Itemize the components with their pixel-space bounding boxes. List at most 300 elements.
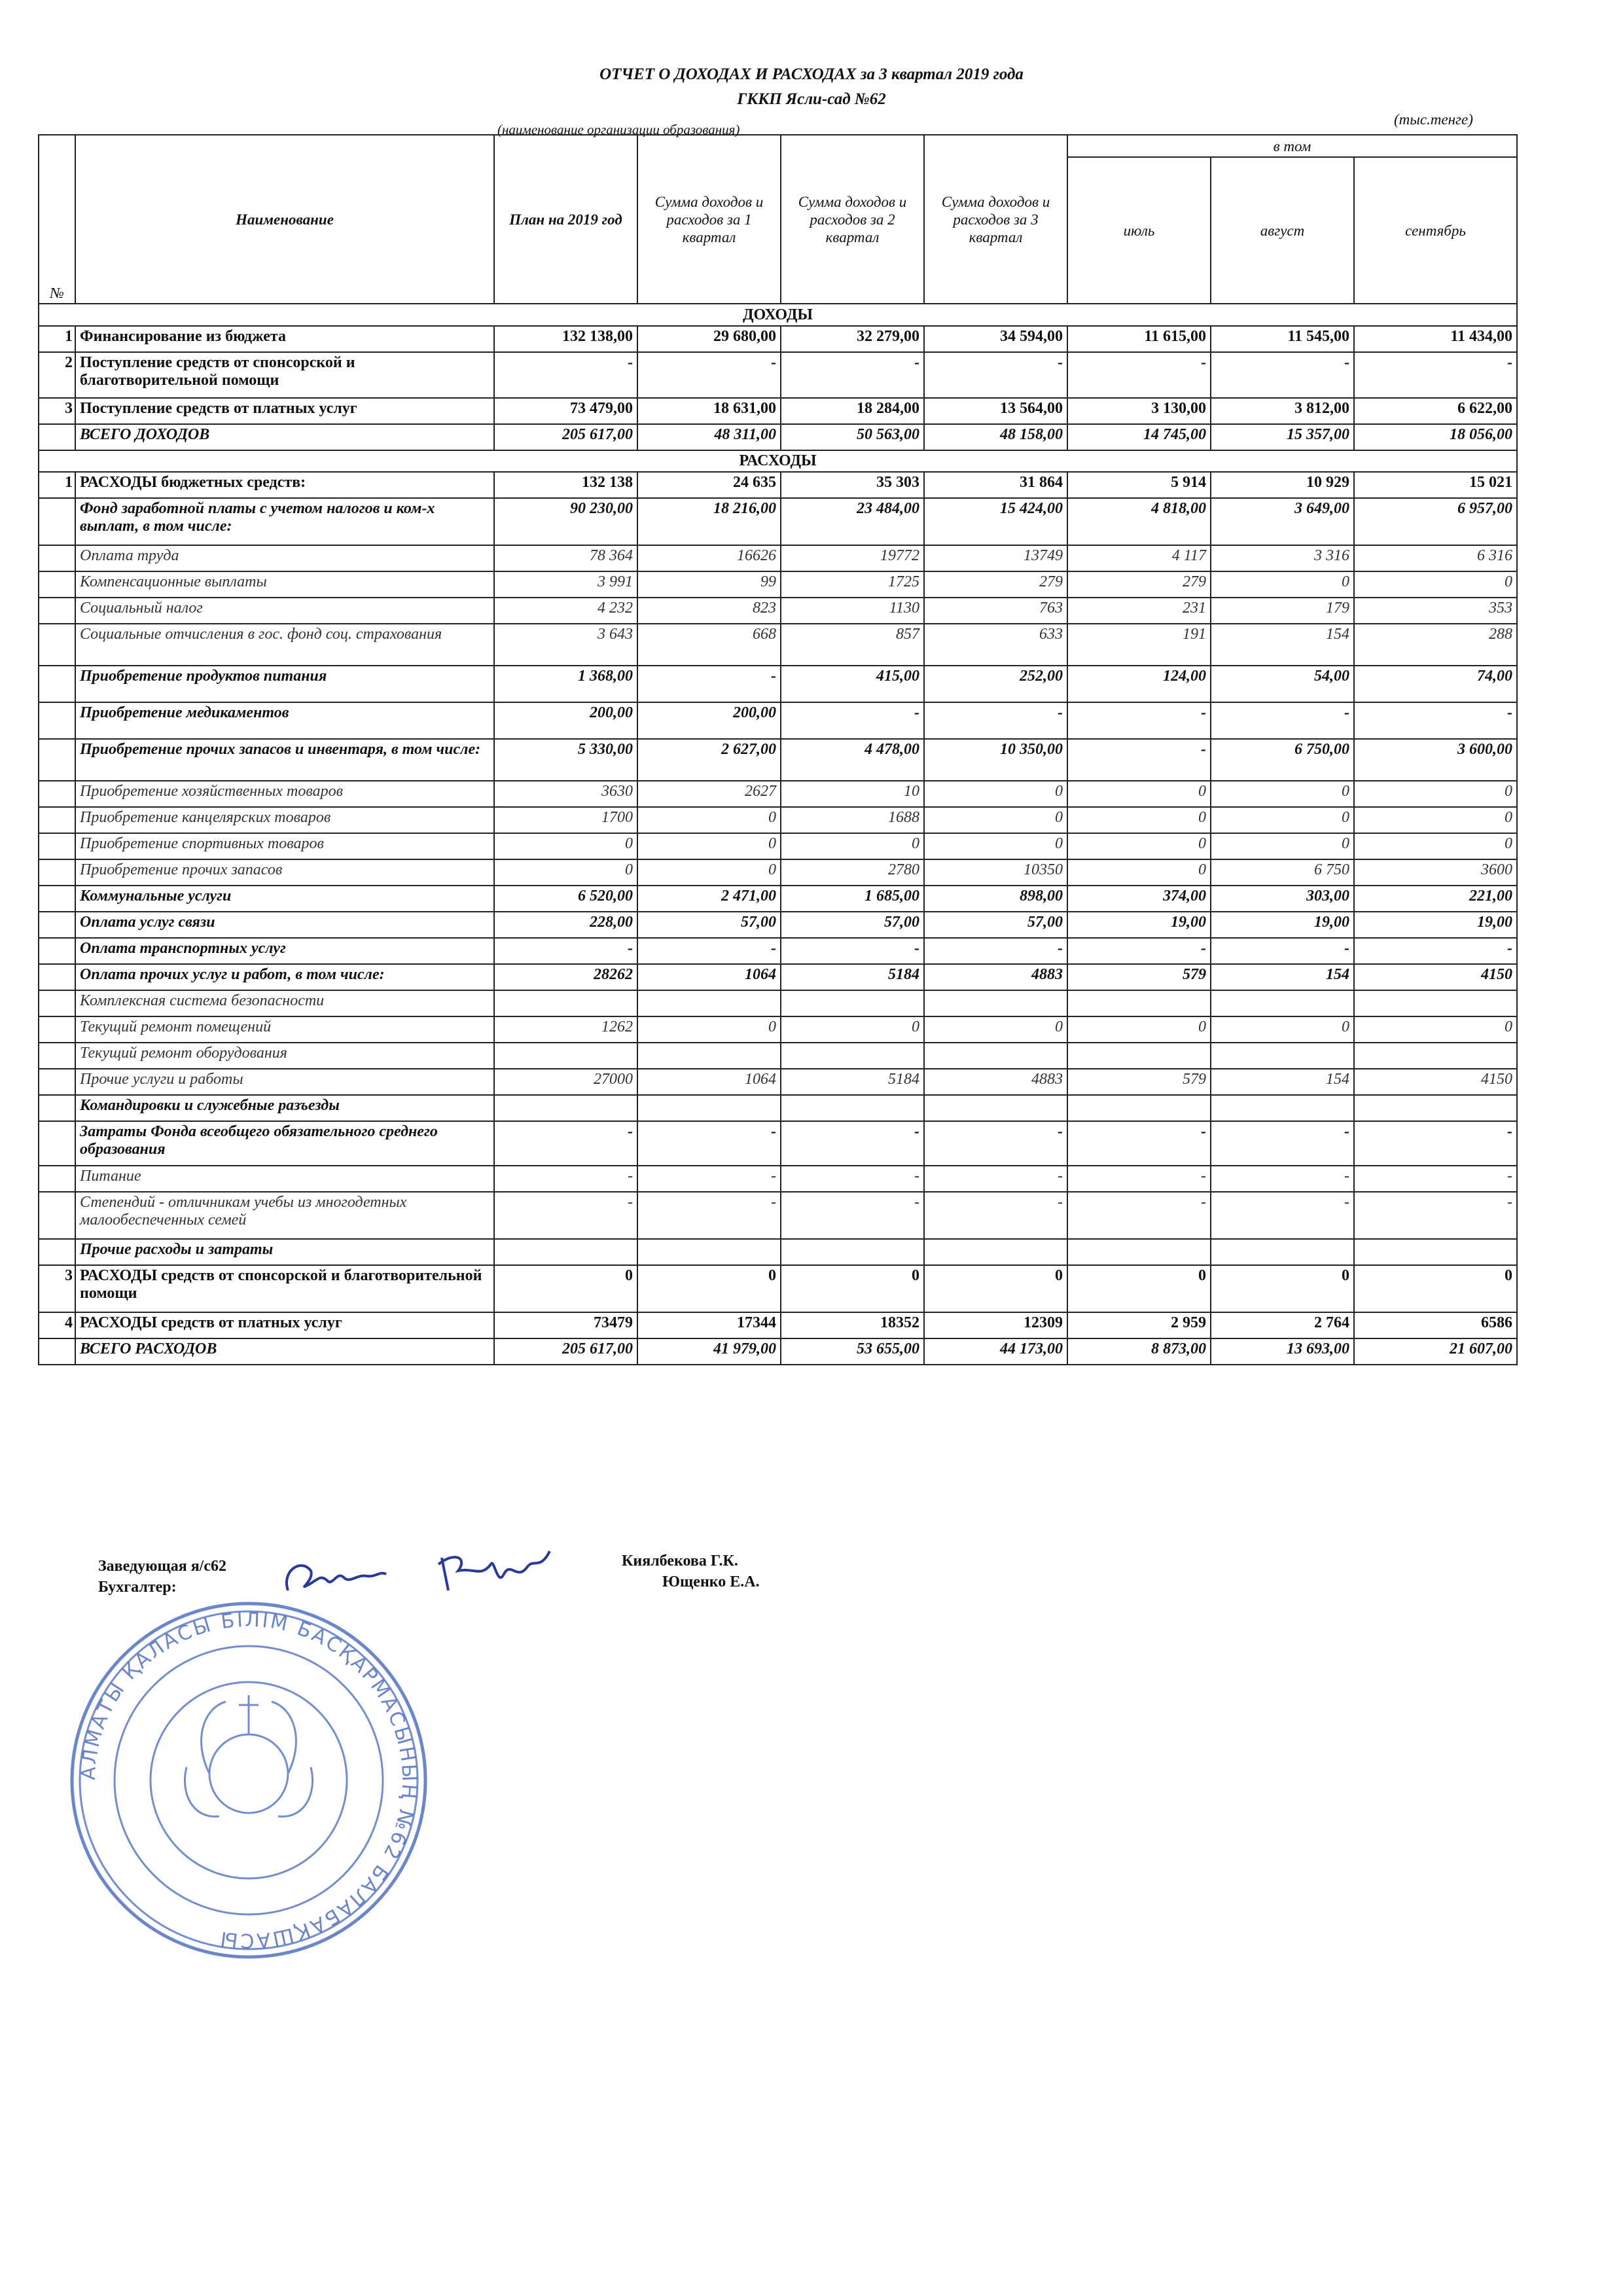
- row-value: 0: [924, 807, 1067, 833]
- row-value: 0: [1211, 1265, 1354, 1312]
- expense-row: [39, 1312, 1517, 1338]
- row-value: -: [924, 1192, 1067, 1239]
- row-value: 0: [1211, 833, 1354, 859]
- row-value: -: [1211, 1166, 1354, 1192]
- col-plan-header: План на 2019 год: [494, 135, 637, 304]
- row-value: 3 130,00: [1067, 398, 1211, 424]
- row-value: -: [1067, 702, 1211, 739]
- row-number: [39, 990, 75, 1016]
- row-value: 3 600,00: [1354, 739, 1517, 781]
- row-value: [637, 1043, 781, 1069]
- expense-row: [39, 859, 1517, 886]
- row-value: 1064: [637, 964, 781, 990]
- organization-name: ГККП Ясли-сад №62: [737, 90, 886, 108]
- row-value: 288: [1354, 624, 1517, 666]
- row-value: 35 303: [781, 472, 924, 498]
- row-name: Прочие услуги и работы: [75, 1069, 494, 1095]
- row-value: [1067, 1239, 1211, 1265]
- row-value: 1688: [781, 807, 924, 833]
- row-name: Поступление средств от спонсорской и благотворительной помощи: [75, 352, 494, 398]
- total-value: 50 563,00: [781, 424, 924, 450]
- expense-row: [39, 702, 1517, 739]
- income-row: [39, 398, 1517, 424]
- row-value: 303,00: [1211, 886, 1354, 912]
- row-name: Поступление средств от платных услуг: [75, 398, 494, 424]
- row-value: 73479: [494, 1312, 637, 1338]
- row-value: -: [1067, 352, 1211, 398]
- row-value: [1211, 1239, 1354, 1265]
- organization-stamp: [62, 1597, 435, 1964]
- expense-row: [39, 1192, 1517, 1239]
- row-value: 1064: [637, 1069, 781, 1095]
- total-value: 13 693,00: [1211, 1338, 1354, 1365]
- row-value: [781, 1043, 924, 1069]
- row-name: Коммунальные услуги: [75, 886, 494, 912]
- row-number: [39, 781, 75, 807]
- row-number: [39, 807, 75, 833]
- row-value: [924, 1239, 1067, 1265]
- row-value: -: [1211, 352, 1354, 398]
- row-value: -: [924, 938, 1067, 964]
- row-value: 0: [1067, 807, 1211, 833]
- row-value: -: [1067, 1166, 1211, 1192]
- row-name: Приобретение спортивных товаров: [75, 833, 494, 859]
- total-value: 53 655,00: [781, 1338, 924, 1365]
- row-value: 0: [1067, 833, 1211, 859]
- row-value: [637, 1095, 781, 1121]
- row-value: 2 959: [1067, 1312, 1211, 1338]
- row-value: 3 643: [494, 624, 637, 666]
- units-label: (тыс.тенге): [1394, 111, 1473, 128]
- expense-row: [39, 912, 1517, 938]
- expense-row: [39, 1166, 1517, 1192]
- expense-row: [39, 990, 1517, 1016]
- row-name: Оплата транспортных услуг: [75, 938, 494, 964]
- row-value: 0: [637, 1016, 781, 1043]
- total-value: 48 311,00: [637, 424, 781, 450]
- row-value: 4 818,00: [1067, 498, 1211, 545]
- total-label: ВСЕГО РАСХОДОВ: [75, 1338, 494, 1365]
- head-label: Заведующая я/с62: [98, 1558, 226, 1575]
- row-number: 3: [39, 398, 75, 424]
- row-value: 18 284,00: [781, 398, 924, 424]
- row-value: -: [1354, 938, 1517, 964]
- expense-section-header-label: РАСХОДЫ: [39, 450, 1517, 472]
- row-value: 0: [1354, 781, 1517, 807]
- row-value: 2627: [637, 781, 781, 807]
- row-value: 154: [1211, 1069, 1354, 1095]
- row-value: 3 649,00: [1211, 498, 1354, 545]
- expense-section-header: [39, 450, 1517, 472]
- row-value: -: [1067, 1192, 1211, 1239]
- row-value: 1 368,00: [494, 666, 637, 702]
- expense-total-row: [39, 1338, 1517, 1365]
- total-value: 41 979,00: [637, 1338, 781, 1365]
- row-value: -: [1067, 1121, 1211, 1166]
- total-value: 21 607,00: [1354, 1338, 1517, 1365]
- row-name: Финансирование из бюджета: [75, 326, 494, 352]
- row-value: 1262: [494, 1016, 637, 1043]
- row-value: [781, 1239, 924, 1265]
- col-breakdown-header: в том: [1067, 135, 1517, 157]
- table-body: [39, 304, 1517, 1365]
- row-value: 3 812,00: [1211, 398, 1354, 424]
- row-value: 57,00: [637, 912, 781, 938]
- expense-row: [39, 1239, 1517, 1265]
- row-value: 0: [1067, 781, 1211, 807]
- row-value: -: [1211, 1192, 1354, 1239]
- row-value: 74,00: [1354, 666, 1517, 702]
- row-value: 10: [781, 781, 924, 807]
- row-value: 0: [494, 833, 637, 859]
- row-value: 17344: [637, 1312, 781, 1338]
- row-value: 28262: [494, 964, 637, 990]
- row-value: -: [1354, 1192, 1517, 1239]
- organization-caption: (наименование организации образования): [497, 122, 740, 137]
- col-q3-header: Сумма доходов и расходов за 3 квартал: [924, 135, 1067, 304]
- row-value: 57,00: [781, 912, 924, 938]
- row-value: -: [781, 938, 924, 964]
- row-value: 99: [637, 571, 781, 598]
- row-value: [1067, 1043, 1211, 1069]
- row-value: 0: [924, 833, 1067, 859]
- row-value: -: [1354, 702, 1517, 739]
- row-value: 1 685,00: [781, 886, 924, 912]
- row-number: [39, 1166, 75, 1192]
- row-value: -: [494, 1192, 637, 1239]
- row-value: [1354, 1043, 1517, 1069]
- row-value: 10350: [924, 859, 1067, 886]
- col-q2-header: Сумма доходов и расходов за 2 квартал: [781, 135, 924, 304]
- row-number: [39, 1043, 75, 1069]
- row-value: 3630: [494, 781, 637, 807]
- expense-row: [39, 571, 1517, 598]
- row-value: 3 991: [494, 571, 637, 598]
- row-number: [39, 938, 75, 964]
- row-value: [1354, 1239, 1517, 1265]
- row-value: 0: [781, 1265, 924, 1312]
- row-value: 0: [1211, 781, 1354, 807]
- expense-row: [39, 666, 1517, 702]
- row-value: 353: [1354, 598, 1517, 624]
- row-value: 3 316: [1211, 545, 1354, 571]
- row-value: 10 350,00: [924, 739, 1067, 781]
- row-value: 0: [924, 781, 1067, 807]
- row-value: 0: [637, 833, 781, 859]
- income-row: [39, 326, 1517, 352]
- row-value: 0: [637, 807, 781, 833]
- row-value: [924, 1043, 1067, 1069]
- row-value: 179: [1211, 598, 1354, 624]
- row-value: 4 232: [494, 598, 637, 624]
- row-value: -: [1354, 352, 1517, 398]
- row-value: 857: [781, 624, 924, 666]
- row-name: Приобретение продуктов питания: [75, 666, 494, 702]
- row-value: 579: [1067, 964, 1211, 990]
- total-value: 44 173,00: [924, 1338, 1067, 1365]
- row-number: [39, 598, 75, 624]
- row-value: -: [1211, 702, 1354, 739]
- row-value: [1211, 1043, 1354, 1069]
- row-value: 823: [637, 598, 781, 624]
- expense-row: [39, 833, 1517, 859]
- row-value: -: [494, 1121, 637, 1166]
- report-title: ОТЧЕТ О ДОХОДАХ И РАСХОДАХ за 3 квартал 2019 года: [599, 65, 1024, 83]
- row-value: -: [924, 1166, 1067, 1192]
- total-label: ВСЕГО ДОХОДОВ: [75, 424, 494, 450]
- row-value: 221,00: [1354, 886, 1517, 912]
- row-number: 2: [39, 352, 75, 398]
- row-value: 0: [781, 833, 924, 859]
- row-name: РАСХОДЫ бюджетных средств:: [75, 472, 494, 498]
- col-no-header: №: [39, 135, 75, 304]
- row-name: Приобретение медикаментов: [75, 702, 494, 739]
- row-value: [1067, 1095, 1211, 1121]
- row-number: 4: [39, 1312, 75, 1338]
- row-value: 23 484,00: [781, 498, 924, 545]
- row-number: [39, 571, 75, 598]
- row-value: 0: [1354, 1265, 1517, 1312]
- row-value: [494, 1239, 637, 1265]
- row-number: [39, 1338, 75, 1365]
- row-name: Степендий - отличникам учебы из многодетных малообеспеченных семей: [75, 1192, 494, 1239]
- row-value: 0: [494, 859, 637, 886]
- expense-row: [39, 739, 1517, 781]
- row-value: 0: [781, 1016, 924, 1043]
- row-number: [39, 1069, 75, 1095]
- row-number: [39, 833, 75, 859]
- row-value: 4150: [1354, 964, 1517, 990]
- row-value: [637, 1239, 781, 1265]
- row-number: [39, 1095, 75, 1121]
- expense-row: [39, 1265, 1517, 1312]
- head-name: Киялбекова Г.К.: [622, 1552, 738, 1570]
- row-number: [39, 666, 75, 702]
- row-value: -: [781, 702, 924, 739]
- row-number: [39, 1192, 75, 1239]
- row-name: Текущий ремонт оборудования: [75, 1043, 494, 1069]
- row-value: 4883: [924, 1069, 1067, 1095]
- row-value: 29 680,00: [637, 326, 781, 352]
- row-number: 3: [39, 1265, 75, 1312]
- total-value: 18 056,00: [1354, 424, 1517, 450]
- row-value: 2 627,00: [637, 739, 781, 781]
- row-value: 0: [637, 1265, 781, 1312]
- row-value: 12309: [924, 1312, 1067, 1338]
- row-number: [39, 859, 75, 886]
- row-value: 0: [637, 859, 781, 886]
- income-section-header: [39, 304, 1517, 326]
- row-value: 200,00: [494, 702, 637, 739]
- row-value: -: [1211, 938, 1354, 964]
- row-value: 633: [924, 624, 1067, 666]
- row-value: [1354, 1095, 1517, 1121]
- row-name: Приобретение канцелярских товаров: [75, 807, 494, 833]
- row-value: 0: [1354, 1016, 1517, 1043]
- row-value: -: [637, 1192, 781, 1239]
- expense-row: [39, 624, 1517, 666]
- row-value: 0: [494, 1265, 637, 1312]
- row-value: [781, 1095, 924, 1121]
- row-number: [39, 424, 75, 450]
- row-value: -: [1354, 1121, 1517, 1166]
- col-jul-header: июль: [1067, 157, 1211, 304]
- row-value: 6 957,00: [1354, 498, 1517, 545]
- row-value: -: [637, 1166, 781, 1192]
- row-value: 0: [1354, 833, 1517, 859]
- row-value: 6586: [1354, 1312, 1517, 1338]
- row-value: 154: [1211, 964, 1354, 990]
- row-value: [494, 1043, 637, 1069]
- row-value: 0: [1211, 1016, 1354, 1043]
- row-value: 27000: [494, 1069, 637, 1095]
- row-value: 5184: [781, 964, 924, 990]
- expense-row: [39, 545, 1517, 571]
- row-value: [637, 990, 781, 1016]
- expense-row: [39, 1121, 1517, 1166]
- row-value: -: [781, 1192, 924, 1239]
- expense-row: [39, 1043, 1517, 1069]
- row-number: [39, 1239, 75, 1265]
- row-name: РАСХОДЫ средств от спонсорской и благотворительной помощи: [75, 1265, 494, 1312]
- row-value: 15 021: [1354, 472, 1517, 498]
- row-value: [494, 990, 637, 1016]
- row-value: [924, 1095, 1067, 1121]
- row-value: [1211, 1095, 1354, 1121]
- row-value: 668: [637, 624, 781, 666]
- row-value: 763: [924, 598, 1067, 624]
- row-value: 73 479,00: [494, 398, 637, 424]
- expense-row: [39, 886, 1517, 912]
- row-value: -: [781, 1166, 924, 1192]
- row-value: [494, 1095, 637, 1121]
- row-value: 228,00: [494, 912, 637, 938]
- row-value: 90 230,00: [494, 498, 637, 545]
- row-number: [39, 624, 75, 666]
- row-value: 1725: [781, 571, 924, 598]
- row-value: 0: [1354, 571, 1517, 598]
- row-name: Оплата услуг связи: [75, 912, 494, 938]
- row-value: 32 279,00: [781, 326, 924, 352]
- head-signature: [429, 1538, 560, 1604]
- row-name: Социальные отчисления в гос. фонд соц. страхования: [75, 624, 494, 666]
- row-name: Оплата труда: [75, 545, 494, 571]
- row-value: 19,00: [1211, 912, 1354, 938]
- row-value: 4 117: [1067, 545, 1211, 571]
- row-name: Социальный налог: [75, 598, 494, 624]
- row-value: 0: [1067, 1265, 1211, 1312]
- row-value: -: [924, 702, 1067, 739]
- income-section-header-label: ДОХОДЫ: [39, 304, 1517, 326]
- total-value: 205 617,00: [494, 424, 637, 450]
- row-number: [39, 498, 75, 545]
- row-value: -: [637, 666, 781, 702]
- row-value: 78 364: [494, 545, 637, 571]
- row-value: 2780: [781, 859, 924, 886]
- row-value: 1130: [781, 598, 924, 624]
- row-value: 24 635: [637, 472, 781, 498]
- row-value: 1700: [494, 807, 637, 833]
- row-value: -: [494, 352, 637, 398]
- row-value: -: [494, 938, 637, 964]
- total-value: 14 745,00: [1067, 424, 1211, 450]
- row-value: 5 914: [1067, 472, 1211, 498]
- row-value: -: [1211, 1121, 1354, 1166]
- row-number: 1: [39, 326, 75, 352]
- row-value: 0: [1067, 859, 1211, 886]
- total-value: 8 873,00: [1067, 1338, 1211, 1365]
- row-value: -: [1354, 1166, 1517, 1192]
- row-number: [39, 739, 75, 781]
- row-value: 34 594,00: [924, 326, 1067, 352]
- expense-row: [39, 498, 1517, 545]
- row-value: 0: [1067, 1016, 1211, 1043]
- row-number: 1: [39, 472, 75, 498]
- row-value: 4 478,00: [781, 739, 924, 781]
- row-value: 2 764: [1211, 1312, 1354, 1338]
- income-total-row: [39, 424, 1517, 450]
- row-value: 13 564,00: [924, 398, 1067, 424]
- col-q1-header: Сумма доходов и расходов за 1 квартал: [637, 135, 781, 304]
- row-value: -: [781, 1121, 924, 1166]
- row-value: 0: [1211, 807, 1354, 833]
- row-number: [39, 1121, 75, 1166]
- table-header: [39, 135, 1517, 304]
- row-value: 200,00: [637, 702, 781, 739]
- row-value: 279: [924, 571, 1067, 598]
- row-name: Прочие расходы и затраты: [75, 1239, 494, 1265]
- row-value: 6 750,00: [1211, 739, 1354, 781]
- row-name: РАСХОДЫ средств от платных услуг: [75, 1312, 494, 1338]
- row-name: Компенсационные выплаты: [75, 571, 494, 598]
- row-value: -: [494, 1166, 637, 1192]
- row-value: 57,00: [924, 912, 1067, 938]
- row-value: 6 750: [1211, 859, 1354, 886]
- row-value: 3600: [1354, 859, 1517, 886]
- row-value: -: [924, 1121, 1067, 1166]
- accountant-name: Ющенко Е.А.: [662, 1573, 760, 1590]
- row-name: Фонд заработной платы с учетом налогов и ком-х выплат, в том числе:: [75, 498, 494, 545]
- row-name: Приобретение прочих запасов и инвентаря, в том числе:: [75, 739, 494, 781]
- row-value: -: [637, 1121, 781, 1166]
- row-value: 132 138: [494, 472, 637, 498]
- expense-row: [39, 598, 1517, 624]
- row-value: [1354, 990, 1517, 1016]
- row-value: 11 434,00: [1354, 326, 1517, 352]
- row-value: -: [1067, 739, 1211, 781]
- row-value: 132 138,00: [494, 326, 637, 352]
- row-value: 6 520,00: [494, 886, 637, 912]
- row-value: [924, 990, 1067, 1016]
- row-value: 11 545,00: [1211, 326, 1354, 352]
- report-table: [38, 134, 1518, 1365]
- row-value: 231: [1067, 598, 1211, 624]
- expense-row: [39, 1016, 1517, 1043]
- row-value: 4150: [1354, 1069, 1517, 1095]
- row-name: Питание: [75, 1166, 494, 1192]
- row-value: -: [637, 938, 781, 964]
- row-number: [39, 912, 75, 938]
- col-name-header: Наименование: [75, 135, 494, 304]
- row-value: 10 929: [1211, 472, 1354, 498]
- row-number: [39, 964, 75, 990]
- row-value: -: [924, 352, 1067, 398]
- row-value: 19,00: [1354, 912, 1517, 938]
- row-value: 5 330,00: [494, 739, 637, 781]
- col-aug-header: август: [1211, 157, 1354, 304]
- row-value: 31 864: [924, 472, 1067, 498]
- row-value: 19,00: [1067, 912, 1211, 938]
